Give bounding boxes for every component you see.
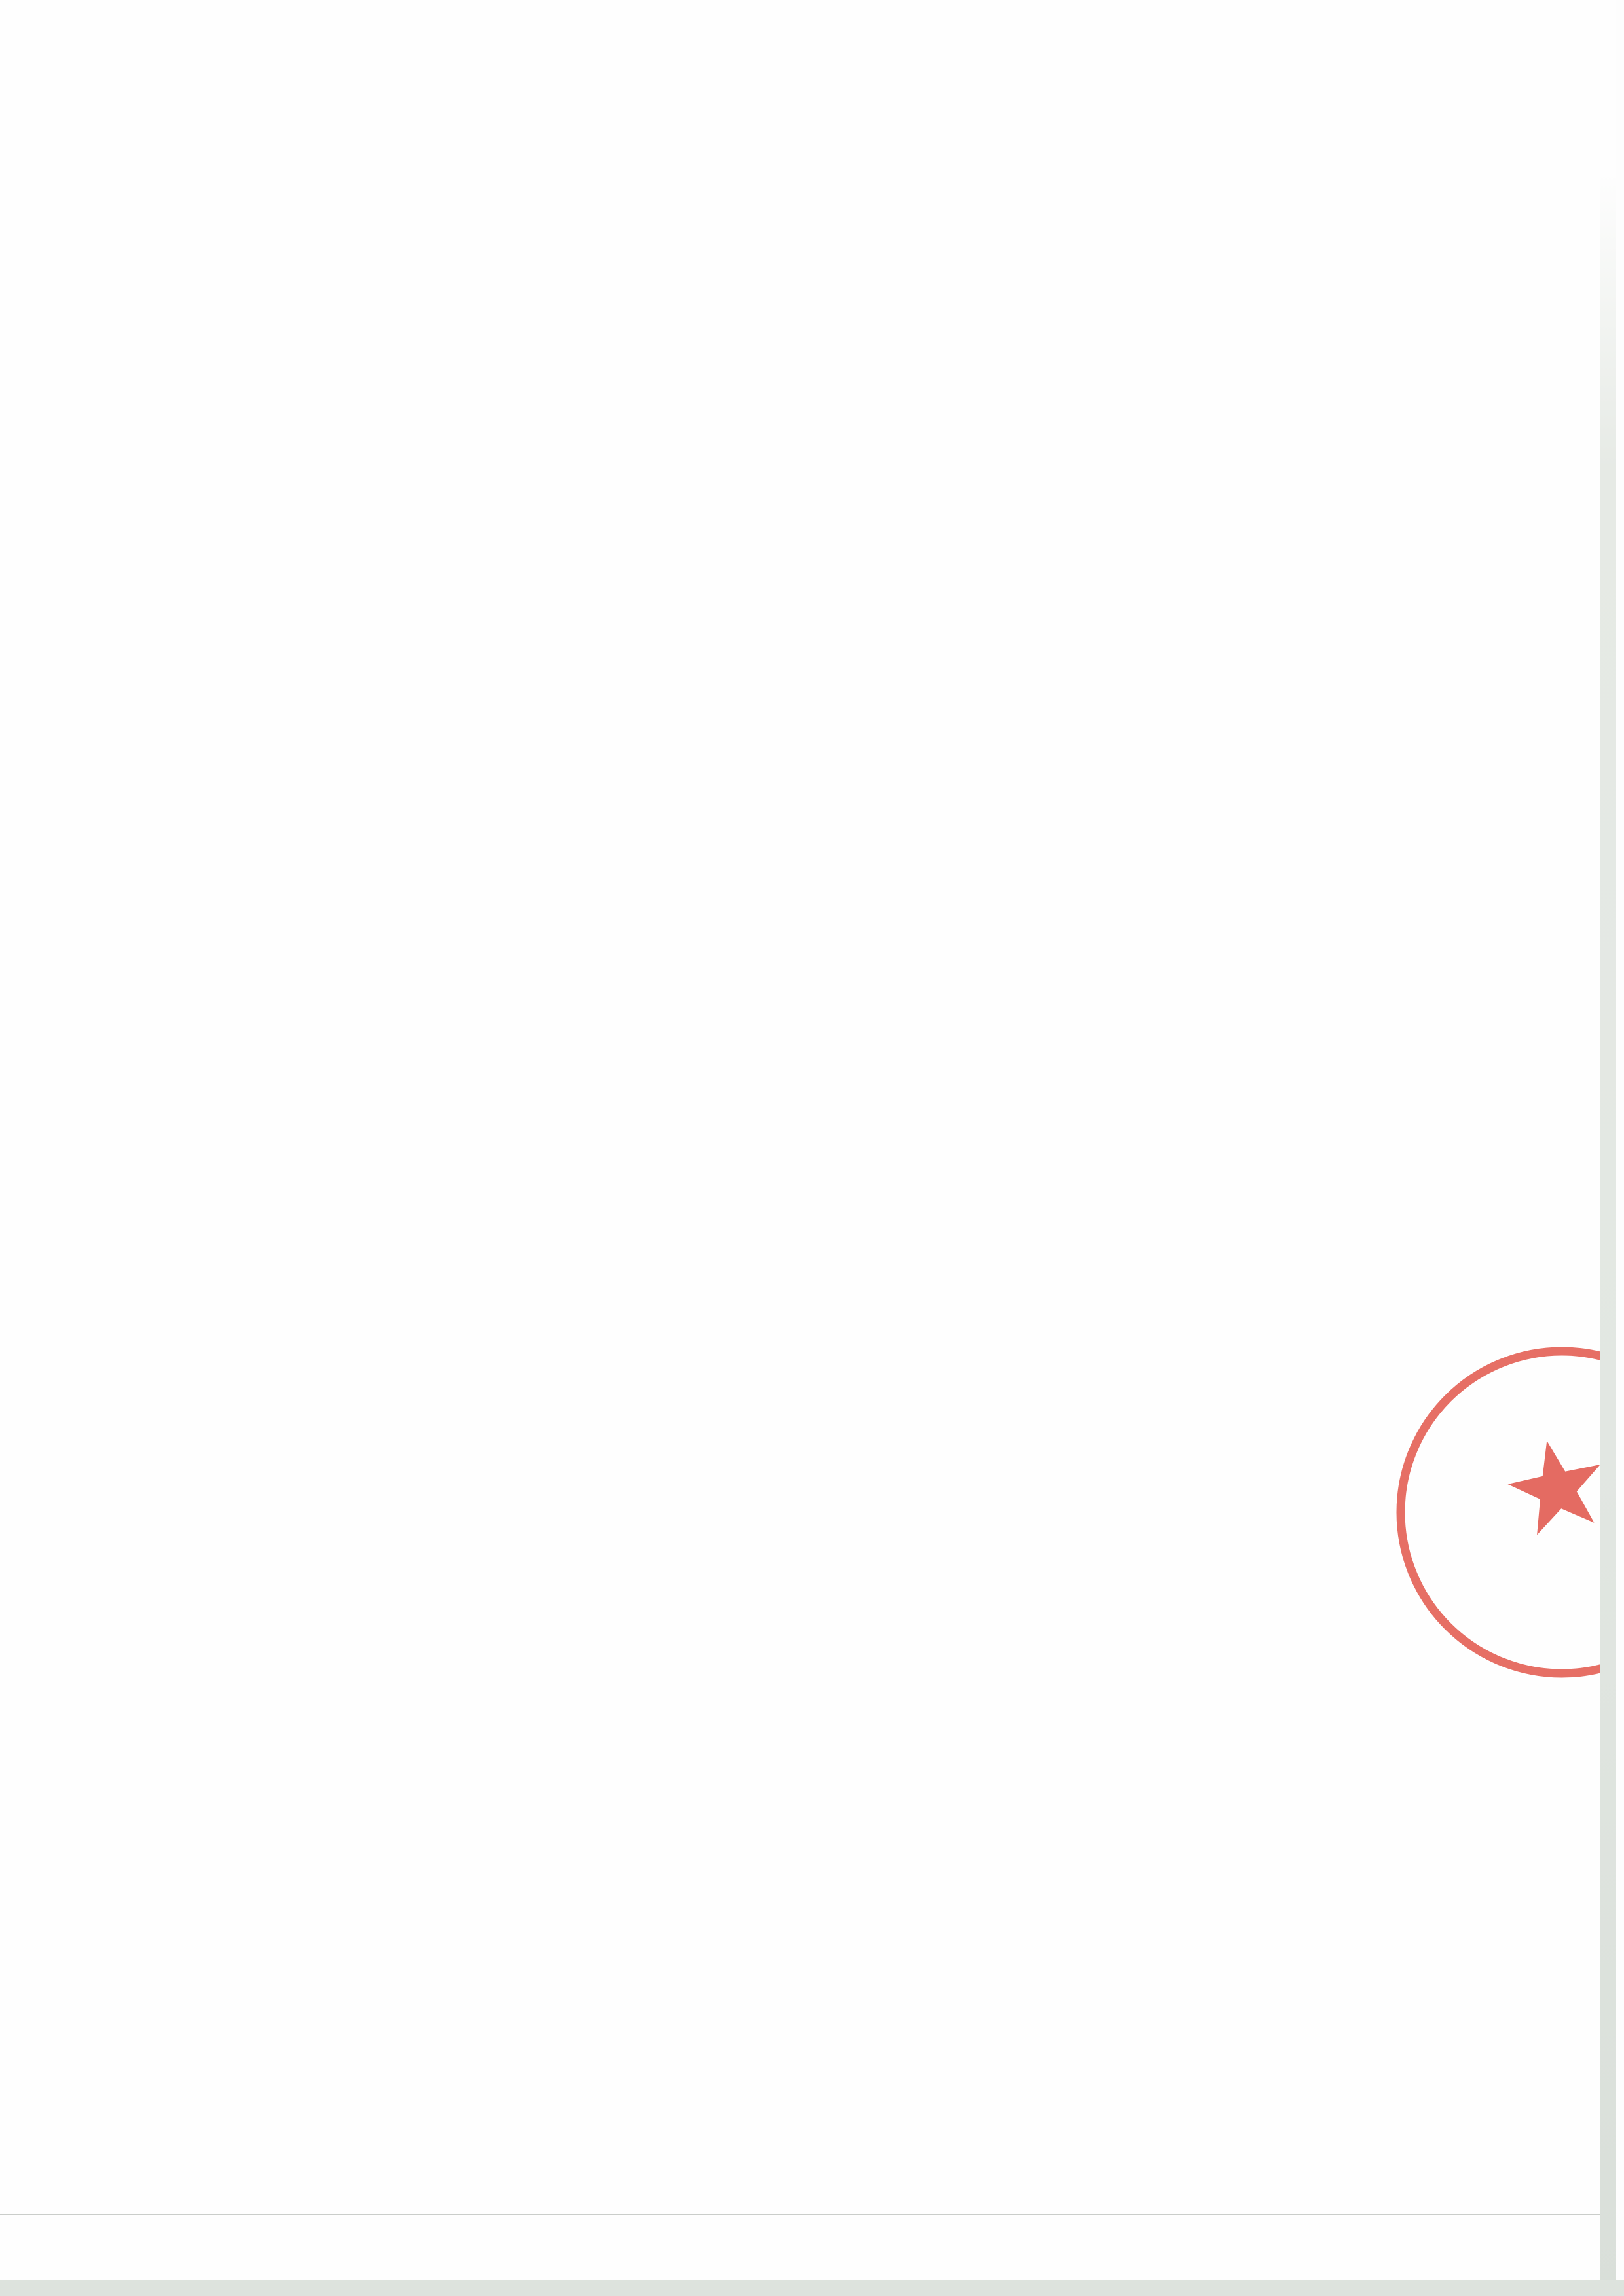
scan-bottom-band	[0, 2280, 1624, 2296]
seal-star-icon	[1507, 1441, 1600, 1535]
seal-ring	[1401, 1351, 1624, 1673]
scan-edge-margin	[1616, 0, 1624, 2296]
scan-edge-strip	[1600, 170, 1616, 2296]
scan-artifact-line	[0, 2214, 1608, 2215]
red-seal-stamp-icon	[1375, 1334, 1624, 1693]
